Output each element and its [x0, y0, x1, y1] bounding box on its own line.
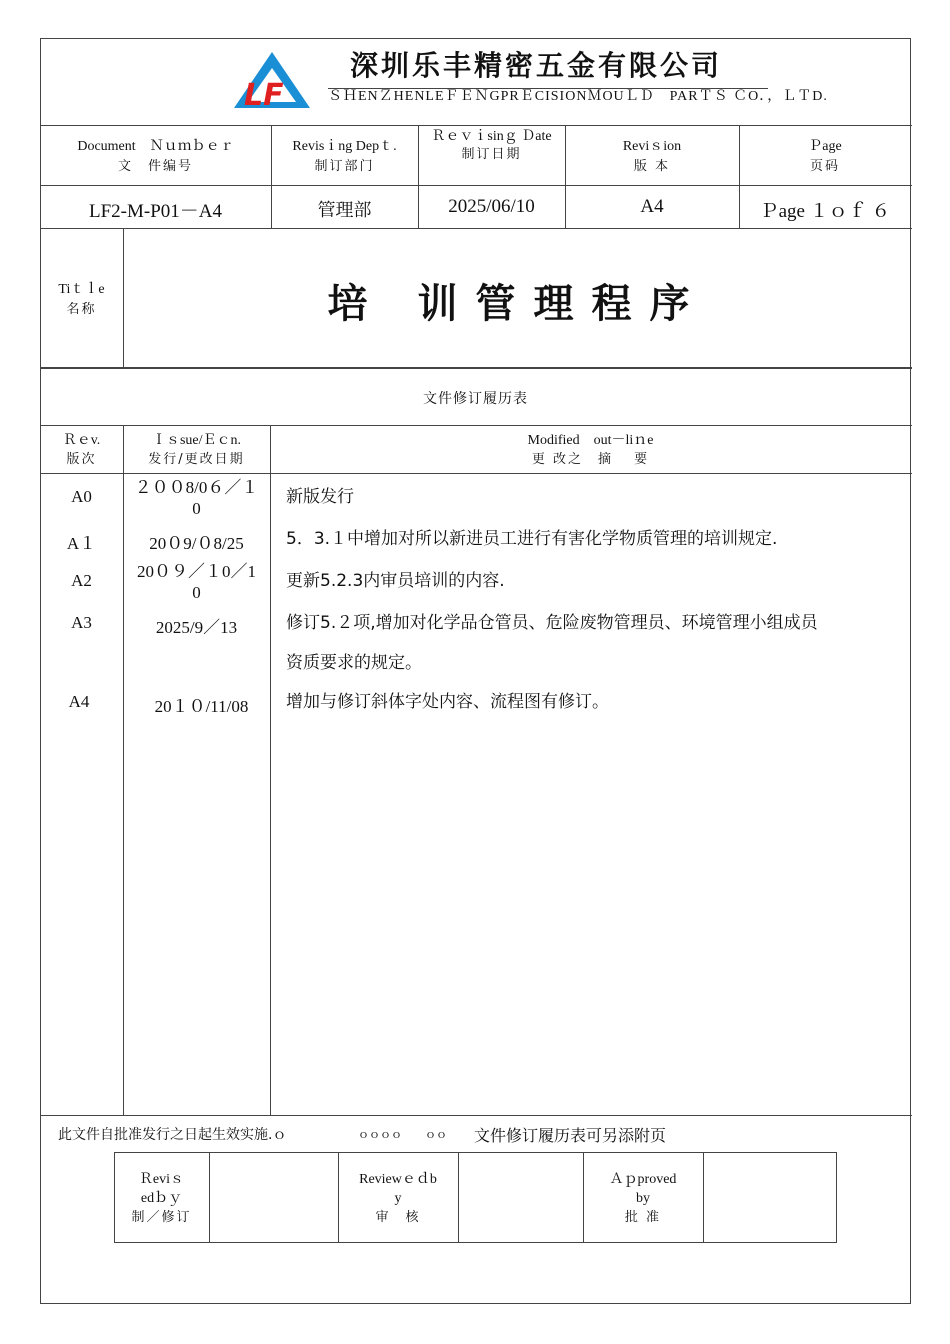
company-name-en: ＳＨENＺHENLEＦＥＮGPRＥCISIONＭOUＬＤ PARＴＳ ＣO．，ＬＴD.	[328, 89, 828, 104]
logo-text: LF	[244, 78, 284, 110]
history-heading: 文件修订履历表	[423, 391, 528, 407]
col-issue-header: Ｉｓsue/Ｅｃn. 发行/更改日期	[148, 433, 245, 467]
col-rev-header: Ｒｅv. 版次	[62, 433, 101, 467]
date-cell: 2025/9／13	[155, 618, 238, 637]
outline-cell: 5．3.１中增加对所以新进员工进行有害化学物质管理的培训规定.	[286, 529, 778, 549]
document-title: 培 训管理程序	[327, 281, 708, 327]
rev-cell: A3	[71, 613, 92, 632]
reviewed-by-label: Reviewｅｄb y 审 核	[359, 1172, 437, 1225]
revising-dept-value: 管理部	[317, 200, 372, 221]
page-value: Ｐage １ｏｆ ６	[759, 201, 891, 222]
rev-cell: A4	[68, 692, 90, 711]
revision-label: Reviｓion 版 本	[622, 139, 682, 174]
rev-cell: A１	[66, 534, 97, 553]
divider	[40, 1115, 912, 1116]
outline-cell: 增加与修订斜体字处内容、流程图有修订。	[286, 692, 609, 712]
doc-number-value: LF2-M-P01－A4	[88, 201, 222, 222]
outline-cell: 修订5.２项,增加对化学品仓管员、危险废物管理员、环境管理小组成员 资质要求的规定。	[286, 613, 818, 673]
date-cell: 20０9/０8/25	[149, 534, 244, 553]
effective-note: 此文件自批准发行之日起生效实施.ｏ	[58, 1127, 287, 1143]
divider	[40, 185, 912, 186]
divider	[40, 473, 912, 474]
date-cell: ２００8/0６／１ 0	[134, 478, 259, 518]
rev-cell: A0	[71, 487, 92, 506]
revising-date-value: 2025/06/10	[448, 196, 535, 217]
divider	[40, 367, 912, 369]
col-outline-header: Modified out－liｎe 更 改之 摘 要	[527, 433, 654, 467]
footer-dots: ｏｏ	[425, 1128, 447, 1141]
rev-cell: A2	[71, 571, 92, 590]
title-label: Tiｔｌe 名称	[58, 282, 105, 317]
divider	[270, 425, 271, 1115]
divider	[40, 425, 912, 426]
outline-cell: 新版发行	[286, 487, 354, 507]
page-label: Ｐage 页码	[808, 139, 842, 174]
date-cell: 20１０/11/08	[154, 697, 249, 716]
appendix-note: 文件修订履历表可另添附页	[474, 1126, 667, 1145]
revising-date-label: Ｒｅｖｉsinｇ Ｄate 制订日期	[431, 129, 552, 162]
date-cell: 20０９／１0／1 0	[137, 562, 256, 602]
reviewed-by-signature-field[interactable]	[459, 1153, 583, 1242]
revised-by-signature-field[interactable]	[210, 1153, 338, 1242]
revised-by-label: Ｒeviｓ edｂｙ 制／修订	[131, 1172, 192, 1225]
revising-dept-label: Revisｉng Depｔ. 制订部门	[292, 139, 397, 174]
divider	[40, 228, 912, 229]
divider	[40, 125, 912, 126]
outline-cell: 更新5.2.3内审员培训的内容.	[286, 571, 505, 591]
company-name-cn: 深圳乐丰精密五金有限公司	[350, 49, 723, 82]
approved-by-label: Ａｐproved by 批 准	[609, 1172, 677, 1225]
approved-by-signature-field[interactable]	[704, 1153, 836, 1242]
doc-number-label: Document Ｎｕｍｂｅｒ 文 件编号	[77, 139, 234, 174]
company-logo	[232, 50, 312, 110]
footer-dots: ｏｏｏｏ	[358, 1128, 402, 1141]
revision-value: A4	[640, 196, 664, 217]
